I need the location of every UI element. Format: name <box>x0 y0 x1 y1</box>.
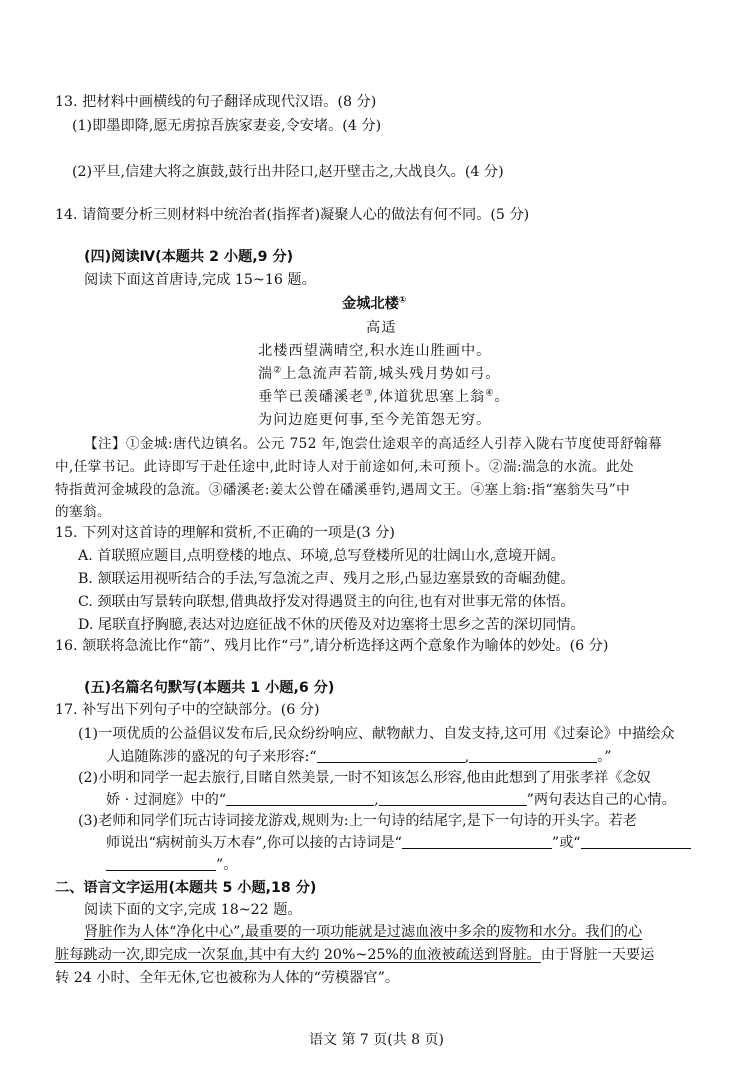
poem-line-2-b: 上急流声若箭,城头残月势如弓。 <box>282 366 501 382</box>
passage-line-2-rest: 由于肾脏一天要运 <box>540 947 655 963</box>
poem-title-note-mark: ① <box>398 295 407 306</box>
poem-note-mark-2: ② <box>273 365 283 376</box>
page-footer: 语文 第 7 页(共 8 页) <box>309 1032 444 1048</box>
passage-line-3: 转 24 小时、全年无休,它也被称为人体的“劳模器官”。 <box>55 970 400 986</box>
poem-author: 高适 <box>366 320 397 336</box>
q17-part1-end: 。” <box>597 749 612 765</box>
q15-stem: 15. 下列对这首诗的理解和赏析,不正确的一项是(3 分) <box>55 525 395 541</box>
q15-option-c: C. 颈联由写景转向联想,借典故抒发对得遇贤主的向往,也有对世事无常的体悟。 <box>78 594 575 610</box>
answer-blank-6-cont[interactable] <box>106 856 216 871</box>
passage-underlined-text: 脏每跳动一次,即完成一次泵血,其中有大约 20%~25%的血液被疏送到肾脏。 <box>55 947 541 963</box>
answer-blank-6[interactable] <box>581 834 691 849</box>
q14-stem: 14. 请简要分析三则材料中统治者(指挥者)凝聚人心的做法有何不同。(5 分) <box>55 207 530 223</box>
answer-blank-5[interactable] <box>402 834 552 849</box>
poem-line-3 <box>258 387 510 407</box>
q17-part1-line1: (1)一项优质的公益倡议发布后,民众纷纷响应、献物献力、自发支持,这可用《过秦论》中描绘众 <box>78 726 675 742</box>
q13-stem: 13. 把材料中画横线的句子翻译成现代汉语。(8 分) <box>55 94 377 110</box>
poem-note-mark-3: ③ <box>364 388 374 399</box>
section4-heading: (四)阅读Ⅳ(本题共 2 小题,9 分) <box>84 249 294 265</box>
q17-part3-text: 师说出“病树前头万木春”,你可以接的古诗词是“ <box>106 835 402 851</box>
poem-line-1: 北楼西望满晴空,积水连山胜画中。 <box>258 343 492 359</box>
poem-line-2 <box>258 364 500 384</box>
q17-part3-line2 <box>106 833 691 853</box>
q17-part1-comma: , <box>464 749 470 765</box>
answer-blank-1[interactable] <box>317 748 465 763</box>
answer-blank-3[interactable] <box>226 791 374 806</box>
q17-part2-text: 娇 · 过洞庭》中的“ <box>106 792 227 808</box>
q17-part1-line2 <box>106 747 612 767</box>
poem-line-3-a: 垂竿已羡磻溪老 <box>258 389 365 405</box>
poem-note-line-2: 中,任掌书记。此诗即写于赴任途中,此时诗人对于前途如何,未可预卜。②湍:湍急的水流。此处 <box>55 459 634 475</box>
q17-part3-line3 <box>106 855 237 875</box>
poem-line-2-a: 湍 <box>258 366 274 382</box>
passage-line-1: 肾脏作为人体“净化中心”,最重要的一项功能就是过滤血液中多余的废物和水分。我们的心 <box>84 924 643 940</box>
section2-heading: 二、语言文字运用(本题共 5 小题,18 分) <box>55 880 317 896</box>
q15-option-d: D. 尾联直抒胸臆,表达对边庭征战不休的厌倦及对边塞将士思乡之苦的深切同情。 <box>78 617 585 633</box>
q17-part3-line1: (3)老师和同学们玩古诗词接龙游戏,规则为:上一句诗的结尾字,是下一句诗的开头字。若老 <box>78 813 637 829</box>
q17-part3-end: ”。 <box>216 857 238 873</box>
section5-heading: (五)名篇名句默写(本题共 1 小题,6 分) <box>84 680 335 696</box>
q17-part2-end: ”两句表达自己的心情。 <box>526 792 676 808</box>
poem-line-4: 为问边庭更何事,至今羌笛怨无穷。 <box>258 412 492 428</box>
q17-part3-or: ”或“ <box>551 835 581 851</box>
q17-stem: 17. 补写出下列句子中的空缺部分。(6 分) <box>55 702 320 718</box>
q17-part2-line2 <box>106 790 676 810</box>
passage-line-2 <box>55 945 654 965</box>
q16-stem: 16. 颔联将急流比作“箭”、残月比作“弓”,请分析选择这两个意象作为喻体的妙处。(6 分) <box>55 638 609 654</box>
section4-intro: 阅读下面这首唐诗,完成 15~16 题。 <box>84 272 316 288</box>
poem-note-mark-4: ④ <box>485 388 495 399</box>
poem-note-line-4: 的塞翁。 <box>55 504 111 520</box>
q15-option-a: A. 首联照应题目,点明登楼的地点、环境,总写登楼所见的壮阔山水,意境开阔。 <box>78 548 565 564</box>
section2-intro: 阅读下面的文字,完成 18~22 题。 <box>84 902 302 918</box>
q13-sub1: (1)即墨即降,愿无虏掠吾族家妻妾,令安堵。(4 分) <box>72 118 382 134</box>
answer-blank-4[interactable] <box>379 791 527 806</box>
q17-part1-text: 人追随陈涉的盛况的句子来形容:“ <box>106 749 317 765</box>
poem-title <box>342 294 406 314</box>
q13-sub2: (2)平旦,信建大将之旗鼓,鼓行出井陉口,赵开壁击之,大战良久。(4 分) <box>72 164 504 180</box>
poem-note-line-1: 【注】①金城:唐代边镇名。公元 752 年,饱尝仕途艰辛的高适经人引荐入陇右节度使哥舒翰幕 <box>84 436 663 452</box>
poem-title-text: 金城北楼 <box>342 296 399 312</box>
poem-line-3-c: 。 <box>494 389 510 405</box>
q15-option-b: B. 颔联运用视听结合的手法,写急流之声、残月之形,凸显边塞景致的奇崛劲健。 <box>78 571 575 587</box>
q17-part2-line1: (2)小明和同学一起去旅行,目睹自然美景,一时不知该怎么形容,他由此想到了用张孝祥《念奴 <box>78 770 651 786</box>
poem-line-3-b: ,体道犹思塞上翁 <box>373 389 486 405</box>
q17-part2-comma: , <box>374 792 379 808</box>
answer-blank-2[interactable] <box>469 748 597 763</box>
poem-note-line-3: 特指黄河金城段的急流。③磻溪老:姜太公曾在磻溪垂钓,遇周文王。④塞上翁:指“塞翁失马”中 <box>55 482 631 498</box>
